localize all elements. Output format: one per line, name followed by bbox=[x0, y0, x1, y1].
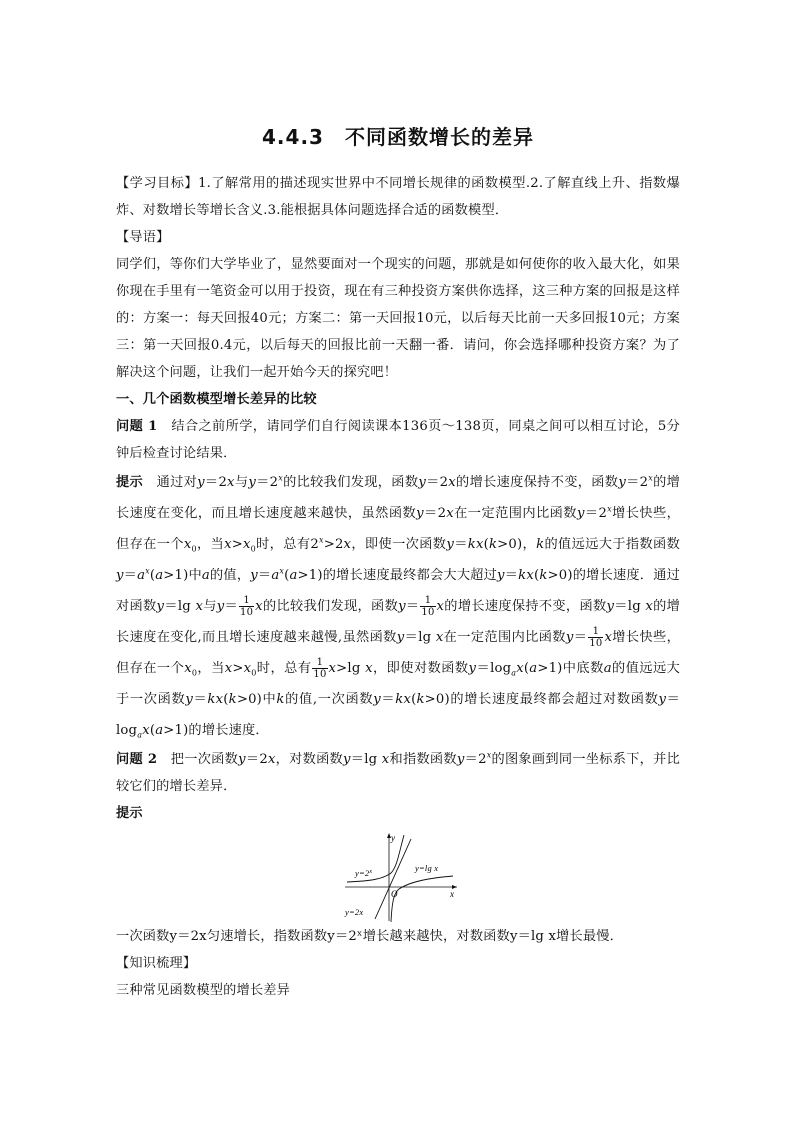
x-axis-label: x bbox=[450, 889, 455, 899]
linear-curve bbox=[375, 839, 411, 919]
question-1-label: 问题 1 bbox=[116, 419, 158, 434]
y-axis-label: y bbox=[391, 833, 396, 843]
conclusion: 一次函数y＝2x匀速增长，指数函数y＝2ˣ增长越来越快，对数函数y＝lg x增长最慢． bbox=[116, 929, 624, 944]
intro-label: 【导语】 bbox=[116, 230, 170, 245]
hint-1-label: 提示 bbox=[116, 475, 144, 490]
hint-2-label: 提示 bbox=[116, 806, 143, 821]
learning-objectives bbox=[116, 170, 680, 224]
question-2-label: 问题 2 bbox=[116, 752, 158, 767]
hint-1: 提示 通过对y＝2x与$y=2^x$的比较我们发现，函数y＝2x的增长速度保持不变，函数$y=2^x$的增长速度在变化，而且增长速度越来越快，虽然函数y＝2x在一定范围内比函数$y=2^x$增长快些，但存在一个$x_0$，当$x>x_0$时，总有$2^x>2x$，即使一次函数y＝kx(k>0)，k的值远远大于指数函数$y=a^x(a>1)$中a的值，$y=a^x(a>1)$的增长速度最终都会大大超过y＝kx(k>0)的增长速度．通过对函数y＝lg x与y＝ $\frac{1}{10}$ x的比较我们发现，函数y＝ $\frac{1}{10}$ x的增长速度保持不变，函数y＝lg x的增长速度在变化,而且增长速度越来越慢,虽然函数y＝lg x在一定范围内比函数y＝ $\frac{1}{10}$ x增长快些，但存在一个$x_0$，当$x>x_0$时，总有 $\frac{1}{10}$ x>lg x，即使对数函数$y=\log_ax(a>1)$中底数a的值远远大于一次函数y＝kx(k>0)中k的值,一次函数y＝kx(k>0)的增长速度最终都会超过对数函数$y=\log_ax(a>1)$的增长速度． bbox=[116, 473, 681, 740]
question-2-text-a: 把一次函数 bbox=[170, 752, 239, 767]
knowledge-text: 三种常见函数模型的增长差异 bbox=[116, 983, 291, 998]
log-curve bbox=[391, 876, 453, 922]
question-2: 问题 2 把一次函数y＝2x，对数函数y＝lg x和指数函数$y=2^x$的图象画到同一坐标系下，并比较它们的增长差异． bbox=[116, 750, 681, 794]
question-1 bbox=[116, 413, 680, 467]
objectives-label: 【学习目标】 bbox=[116, 176, 199, 191]
question-2-text-c: 和指数函数 bbox=[389, 752, 457, 767]
document-body bbox=[116, 170, 680, 1004]
function-graph bbox=[341, 831, 461, 923]
question-2-text-d: 的图象画到同一坐标系下，并比较它们的增长差异． bbox=[116, 752, 681, 794]
origin-label: O bbox=[391, 889, 398, 899]
question-1-text: 结合之前所学，请同学们自行阅读课本136页～138页，同桌之间可以相互讨论，5分钟后检查讨论结果． bbox=[116, 419, 680, 461]
exponential-label: $y=2^x$ bbox=[355, 868, 373, 878]
section-heading: 一、几个函数模型增长差异的比较 bbox=[116, 392, 317, 407]
knowledge-label: 【知识梳理】 bbox=[116, 956, 197, 971]
log-label: y=lg x bbox=[415, 863, 439, 873]
page-title: 4.4.3 不同函数增长的差异 bbox=[262, 125, 534, 149]
intro-text: 同学们，等你们大学毕业了，显然要面对一个现实的问题，那就是如何使你的收入最大化，如果你现在手里有一笔资金可以用于投资，现在有三种投资方案供你选择，这三种方案的回报是这样的：方案一：每天回报40元；方案二：第一天回报10元，以后每天比前一天多回报10元；方案三：第一天回报0.4元，以后每天的回报比前一天翻一番．请问，你会选择哪种投资方案？为了解决这个问题，让我们一起开始今天的探究吧！ bbox=[116, 257, 680, 380]
objectives-text: 1.了解常用的描述现实世界中不同增长规律的函数模型.2.了解直线上升、指数爆炸、对数增长等增长含义.3.能根据具体问题选择合适的函数模型． bbox=[116, 176, 680, 218]
question-2-text-b: ，对数函数 bbox=[275, 752, 344, 767]
linear-label: y=2x bbox=[345, 907, 364, 917]
